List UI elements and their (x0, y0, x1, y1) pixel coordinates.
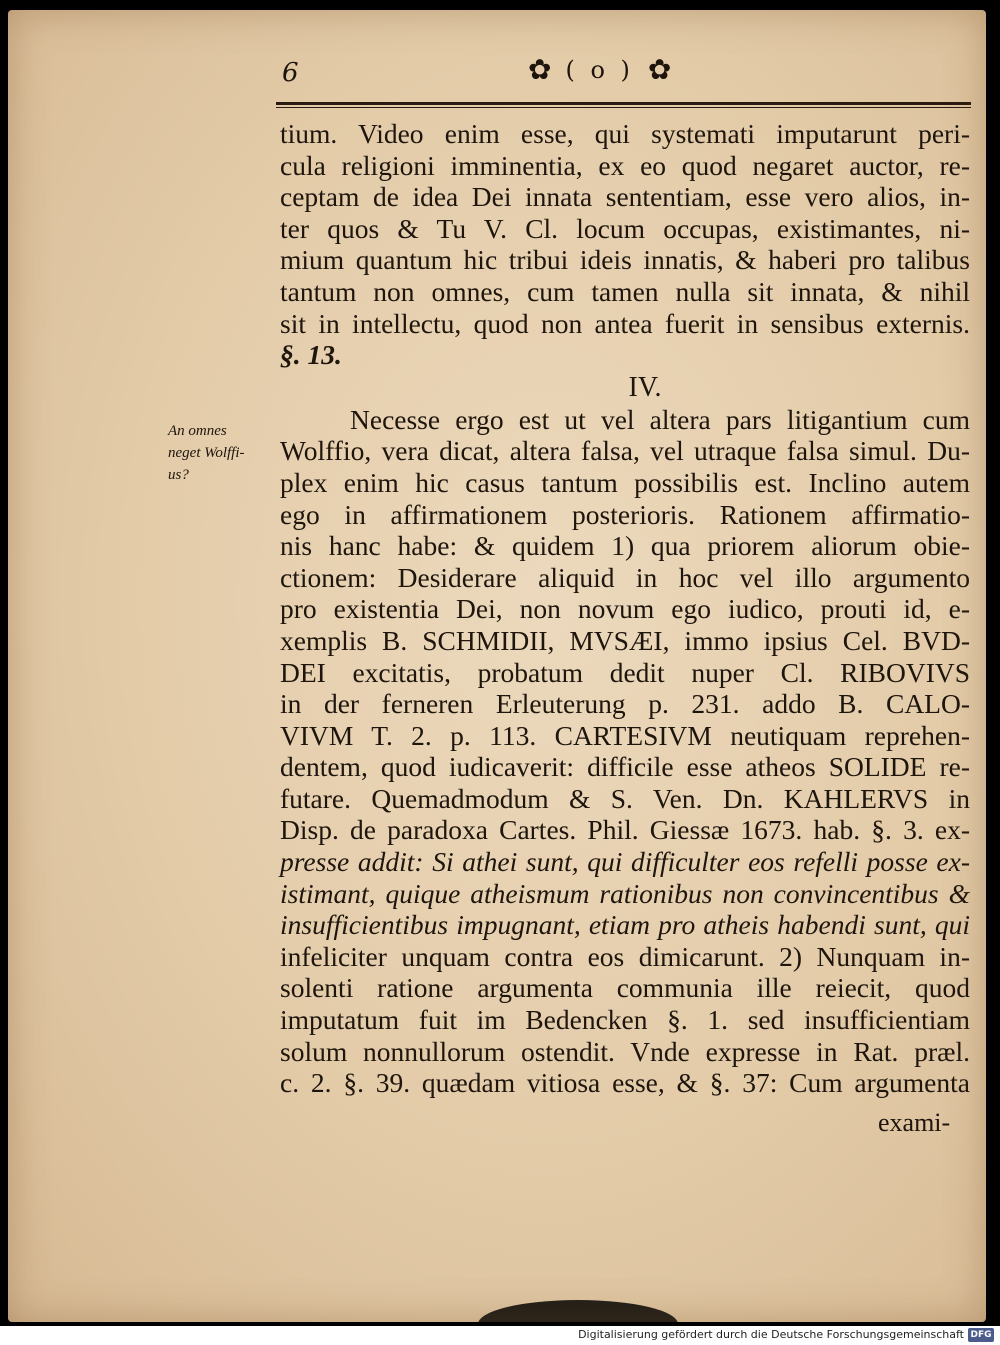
text-line: plex enim hic casus tantum possibilis est. Inclino autem (280, 466, 970, 498)
text-line: VIVM T. 2. p. 113. CARTESIVM neutiquam reprehen- (280, 719, 970, 751)
text-line: presse addit: Si athei sunt, qui difficulter eos refelli posse ex- (280, 846, 970, 878)
text-line: DEI excitatis, probatum dedit nuper Cl. RIBOVIVS (280, 656, 970, 688)
margin-note-line: us? (168, 467, 189, 483)
text-line: xemplis B. SCHMIDII, MVSÆI, immo ipsius Cel. BVD- (280, 624, 970, 656)
text-line: ceptam de idea Dei innata sententiam, esse vero alios, in- (280, 181, 970, 213)
header-rule (276, 102, 971, 108)
text-line: Wolffio, vera dicat, altera falsa, vel utraque falsa simul. Du- (280, 435, 970, 467)
page-header (270, 52, 970, 106)
rosette-ornament-icon: ✿ (647, 53, 672, 86)
text-line: ctionem: Desiderare aliquid in hoc vel illo argumento (280, 561, 970, 593)
text-line: cula religioni imminentia, ex eo quod negaret auctor, re- (280, 149, 970, 181)
page-damage (478, 1300, 678, 1322)
digitization-credit: Digitalisierung gefördert durch die Deutsche Forschungsgemeinschaft (578, 1328, 964, 1341)
rosette-ornament-icon: ✿ (528, 53, 552, 86)
text-line: Necesse ergo est ut vel altera pars litigantium cum (350, 403, 970, 435)
text-line: istimant, quique atheismum rationibus non convincentibus & (280, 877, 970, 909)
text-line: imputatum fuit im Bedencken §. 1. sed insufficientiam (280, 1004, 970, 1036)
margin-note-line: neget Wolffi- (168, 445, 245, 461)
dfg-logo-icon: DFG (968, 1328, 994, 1342)
text-line: insufficientibus impugnant, etiam pro atheis habendi sunt, qui (280, 909, 970, 941)
text-line: pro existentia Dei, non novum ego iudico, prouti id, e- (280, 593, 970, 625)
margin-note-line: An omnes (168, 423, 227, 439)
body-text (280, 118, 970, 1099)
text-line: solenti ratione argumenta communia ille reiecit, quod (280, 972, 970, 1004)
text-line: tantum non omnes, cum tamen nulla sit innata, & nihil (280, 275, 970, 307)
scanned-page (8, 10, 986, 1322)
catchword: exami- (878, 1108, 951, 1137)
text-line: §. 13. (280, 339, 342, 371)
text-line: c. 2. §. 39. quædam vitiosa esse, & §. 37: Cum argumenta (280, 1067, 970, 1099)
footer-bar (0, 1326, 1000, 1345)
page-number: 6 (282, 58, 299, 88)
header-ornaments (528, 53, 672, 86)
text-line: nis hanc habe: & quidem 1) qua priorem aliorum obie- (280, 530, 970, 562)
text-line: sit in intellectu, quod non antea fuerit in sensibus externis. (280, 307, 970, 339)
text-line: futare. Quemadmodum & S. Ven. Dn. KAHLERVS in (280, 782, 970, 814)
text-line: ego in affirmationem posterioris. Rationem affirmatio- (280, 498, 970, 530)
section-heading: IV. (628, 371, 662, 403)
text-line: infeliciter unquam contra eos dimicarunt. 2) Nunquam in- (280, 940, 970, 972)
text-line: dentem, quod iudicaverit: difficile esse atheos SOLIDE re- (280, 751, 970, 783)
text-line: Disp. de paradoxa Cartes. Phil. Giessæ 1673. hab. §. 3. ex- (280, 814, 970, 846)
signature-mark: ( o ) (565, 56, 634, 84)
text-line: solum nonnullorum ostendit. Vnde expresse in Rat. præl. (280, 1035, 970, 1067)
text-line: in der ferneren Erleuterung p. 231. addo B. CALO- (280, 688, 970, 720)
text-line: ter quos & Tu V. Cl. locum occupas, existimantes, ni- (280, 212, 970, 244)
text-line: mium quantum hic tribui ideis innatis, & haberi pro talibus (280, 244, 970, 276)
margin-note (168, 420, 278, 486)
text-line: tium. Video enim esse, qui systemati imputarunt peri- (280, 118, 970, 149)
